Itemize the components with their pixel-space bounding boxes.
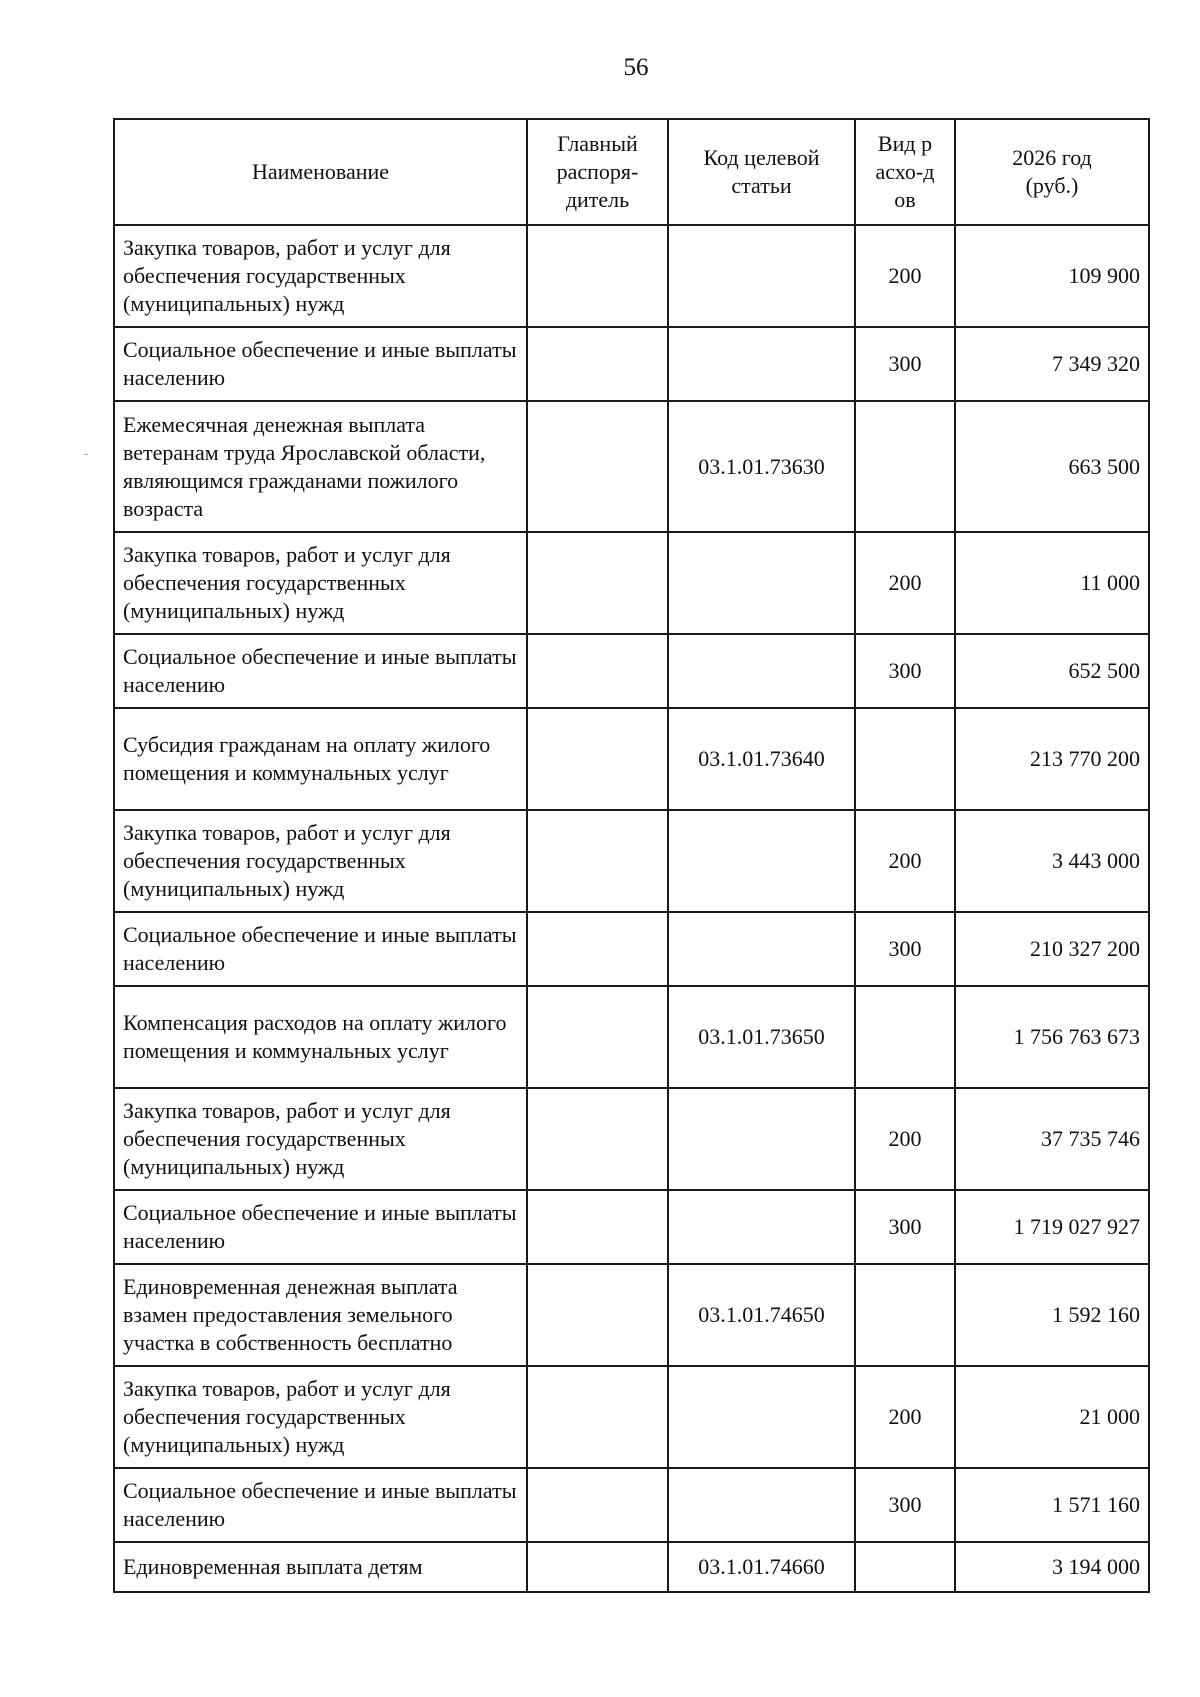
row-code	[668, 810, 855, 912]
row-kind	[855, 1264, 955, 1366]
row-admin	[527, 1190, 668, 1264]
row-admin	[527, 1264, 668, 1366]
row-kind: 300	[855, 1190, 955, 1264]
header-admin	[527, 119, 668, 225]
row-admin	[527, 810, 668, 912]
row-amount: 21 000	[955, 1366, 1149, 1468]
row-admin	[527, 986, 668, 1088]
table-row	[114, 327, 1149, 401]
row-code	[668, 532, 855, 634]
row-amount: 1 756 763 673	[955, 986, 1149, 1088]
row-name: Ежемесячная денежная выплата ветеранам труда Ярославской области, являющимся гражданами пожилого возраста	[114, 401, 527, 532]
header-amount-label: 2026 год (руб.)	[1012, 145, 1092, 198]
row-code	[668, 912, 855, 986]
table-row	[114, 634, 1149, 708]
row-code	[668, 1088, 855, 1190]
row-code	[668, 327, 855, 401]
row-admin	[527, 327, 668, 401]
row-name: Компенсация расходов на оплату жилого помещения и коммунальных услуг	[114, 986, 527, 1088]
row-amount: 109 900	[955, 225, 1149, 327]
row-kind: 300	[855, 634, 955, 708]
row-name: Социальное обеспечение и иные выплаты населению	[114, 327, 527, 401]
row-amount: 213 770 200	[955, 708, 1149, 810]
row-kind	[855, 401, 955, 532]
table-row	[114, 1366, 1149, 1468]
row-name: Единовременная денежная выплата взамен предоставления земельного участка в собственность бесплатно	[114, 1264, 527, 1366]
table-row	[114, 401, 1149, 532]
row-amount: 3 443 000	[955, 810, 1149, 912]
row-name: Единовременная выплата детям	[114, 1542, 527, 1592]
header-name: Наименование	[114, 119, 527, 225]
table-row	[114, 708, 1149, 810]
row-name: Социальное обеспечение и иные выплаты населению	[114, 1190, 527, 1264]
row-kind: 200	[855, 810, 955, 912]
header-amount	[955, 119, 1149, 225]
row-admin	[527, 634, 668, 708]
row-kind: 300	[855, 327, 955, 401]
table-row	[114, 225, 1149, 327]
row-admin	[527, 401, 668, 532]
row-code: 03.1.01.73640	[668, 708, 855, 810]
row-admin	[527, 1088, 668, 1190]
table-row	[114, 1468, 1149, 1542]
row-code	[668, 634, 855, 708]
row-code: 03.1.01.74660	[668, 1542, 855, 1592]
row-code	[668, 1366, 855, 1468]
row-name: Закупка товаров, работ и услуг для обеспечения государственных (муниципальных) нужд	[114, 1088, 527, 1190]
row-code	[668, 1190, 855, 1264]
scan-mark	[84, 454, 88, 455]
row-code: 03.1.01.73630	[668, 401, 855, 532]
header-admin-label: Главный распоря-дитель	[556, 131, 639, 212]
row-admin	[527, 1366, 668, 1468]
table-row	[114, 986, 1149, 1088]
row-amount: 7 349 320	[955, 327, 1149, 401]
row-admin	[527, 225, 668, 327]
row-name: Социальное обеспечение и иные выплаты населению	[114, 634, 527, 708]
row-admin	[527, 532, 668, 634]
row-amount: 652 500	[955, 634, 1149, 708]
row-kind: 300	[855, 912, 955, 986]
header-code-label: Код целевой статьи	[703, 145, 820, 198]
header-kind-label: Вид расхо-дов	[875, 131, 935, 212]
row-amount: 1 571 160	[955, 1468, 1149, 1542]
row-name: Социальное обеспечение и иные выплаты населению	[114, 1468, 527, 1542]
row-kind: 200	[855, 1088, 955, 1190]
row-amount: 1 719 027 927	[955, 1190, 1149, 1264]
row-code: 03.1.01.73650	[668, 986, 855, 1088]
row-kind	[855, 708, 955, 810]
row-name: Закупка товаров, работ и услуг для обеспечения государственных (муниципальных) нужд	[114, 225, 527, 327]
budget-table	[113, 118, 1150, 1593]
table-row	[114, 1088, 1149, 1190]
row-admin	[527, 1468, 668, 1542]
table-row	[114, 1190, 1149, 1264]
table-row	[114, 810, 1149, 912]
table-row	[114, 532, 1149, 634]
row-name: Субсидия гражданам на оплату жилого помещения и коммунальных услуг	[114, 708, 527, 810]
row-name: Закупка товаров, работ и услуг для обеспечения государственных (муниципальных) нужд	[114, 810, 527, 912]
row-code	[668, 225, 855, 327]
row-name: Закупка товаров, работ и услуг для обеспечения государственных (муниципальных) нужд	[114, 532, 527, 634]
row-amount: 11 000	[955, 532, 1149, 634]
row-kind: 200	[855, 532, 955, 634]
row-admin	[527, 708, 668, 810]
row-amount: 3 194 000	[955, 1542, 1149, 1592]
row-kind: 200	[855, 1366, 955, 1468]
row-kind	[855, 986, 955, 1088]
row-amount: 663 500	[955, 401, 1149, 532]
header-kind	[855, 119, 955, 225]
row-code: 03.1.01.74650	[668, 1264, 855, 1366]
table-row	[114, 1264, 1149, 1366]
table-row	[114, 1542, 1149, 1592]
table-row	[114, 912, 1149, 986]
row-amount: 210 327 200	[955, 912, 1149, 986]
row-kind	[855, 1542, 955, 1592]
row-admin	[527, 912, 668, 986]
row-name: Социальное обеспечение и иные выплаты населению	[114, 912, 527, 986]
header-code	[668, 119, 855, 225]
table-header-row	[114, 119, 1149, 225]
row-kind: 200	[855, 225, 955, 327]
page-number: 56	[623, 54, 649, 81]
row-code	[668, 1468, 855, 1542]
row-kind: 300	[855, 1468, 955, 1542]
row-amount: 1 592 160	[955, 1264, 1149, 1366]
row-admin	[527, 1542, 668, 1592]
row-name: Закупка товаров, работ и услуг для обеспечения государственных (муниципальных) нужд	[114, 1366, 527, 1468]
row-amount: 37 735 746	[955, 1088, 1149, 1190]
